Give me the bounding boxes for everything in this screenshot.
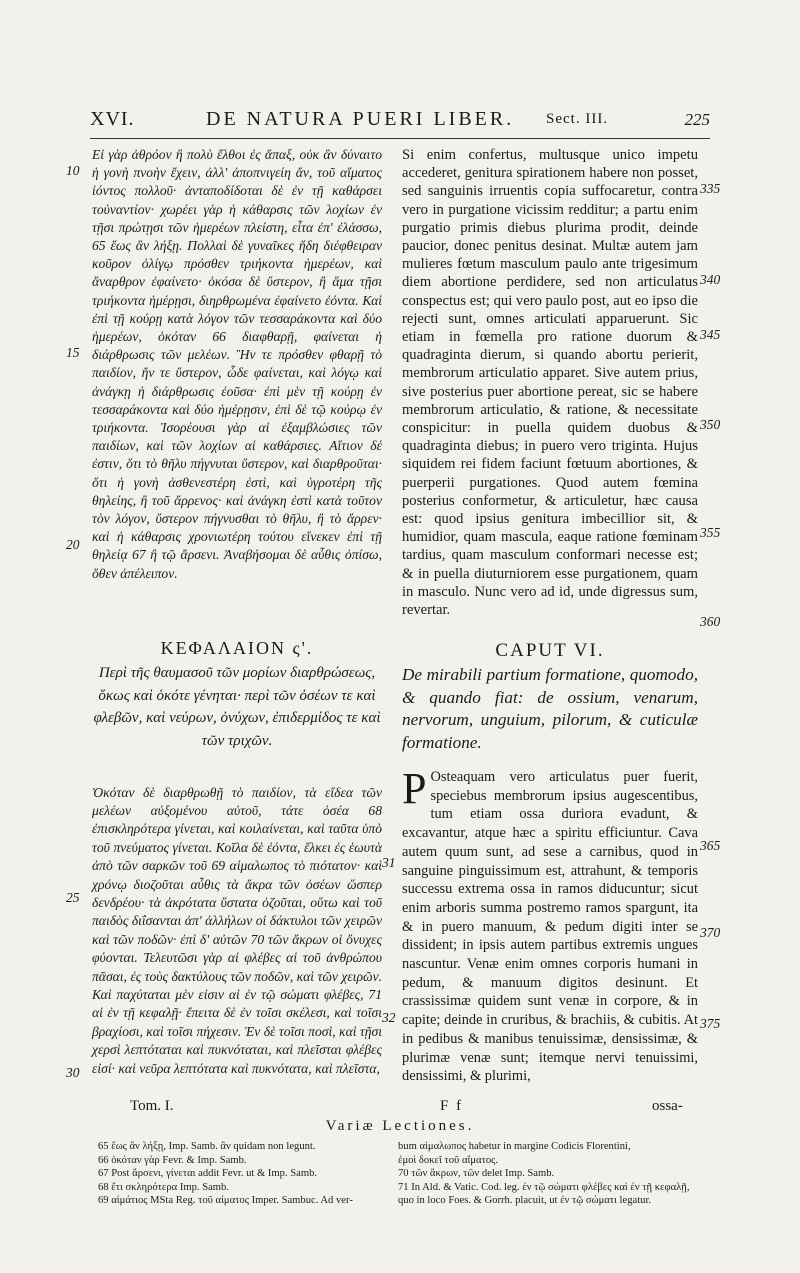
running-header <box>90 108 710 136</box>
header-rule <box>90 138 710 139</box>
latin-chapter-heading: CAPUT VI. <box>495 640 605 661</box>
variant-notes-right <box>398 1140 698 1208</box>
greek-margin-number: 31 <box>382 855 396 870</box>
latin-line-number: 335 <box>700 181 721 196</box>
greek-line-number: 30 <box>66 1065 80 1080</box>
greek-paragraph: Εἰ γὰρ ἀθρόον ἢ πολὺ ἔλθοι ἐς ἅπαξ, οὐκ ἂν δύναιτο ἡ γονὴ πνοὴν ἔχειν, ἀλλ' ἀποπνιγείη ἄν, τοῦ αἵματος ἰόντος πολλοῦ· ἀνταποδίδοται δὲ ἐν τῇ καθάρσει τοὐναντίον· χωρέει γὰρ ἡ κάθαρσις τῶν λοχίων ἐν τῇσι πρώτῃσι τῶν ἡμερέων πλείστη, εἶτα ἐπ' ἐλάσσω, 65 ἕως ἂν λήξῃ. Πολλαὶ δὲ γυναῖκες ἤδη διέφθειραν κοῦρον ὀλίγῳ πρόσθεν τριήκοντα ἡμερέων, καὶ ἄναρθρον ἐφαίνετο· ὁκόσα δὲ ὕστερον, ἢ ἅμα τῇσι τριήκοντα ἡμέρῃσι, διηρθρωμένα ἐφαίνετο ἐόντα. Καὶ ἐπὶ τῇ κούρῃ κατὰ λόγον τῶν τεσσαράκοντα καὶ δύο ἡμερέων, ὁκόταν 66 διαφθαρῇ, φαίνεται ἡ διάρθρωσις τῶν μελέων. Ἢν τε πρόσθεν φθαρῇ τὸ παιδίον, ἤν τε ὕστερον, ὧδε φαίνεται, καὶ λόγῳ καὶ ἀνάγκῃ ἡ διάρθρωσις ἐοῦσα· ἐπὶ μὲν τῇ κούρῃ ἐν τεσσαράκοντα καὶ δύο ἡμέρῃσιν, ἐπὶ δὲ τῷ κούρῳ ἐν τριήκοντα. Ἰσορέουσι γὰρ αἱ ἐξαμβλώσιες τῶν παιδίων, καὶ τῶν λοχίων αἱ καθάρσιες. Αἴτιον δέ ἐστιν, ὅτι τὸ θῆλυ πήγνυται ὕστερον, καὶ διαρθροῦται· ὅτι ἡ γονὴ ἀσθενεστέρη ἐστὶ, καὶ ὑγροτέρη τῆς θηλείης, ἢ τοῦ ἄρρενος· καὶ ἀνάγκη ἐστὶ κατὰ τοῦτον τὸν λόγον, ὕστερον πήγνυσθαι τὸ θῆλυ, ἢ τὸ ἄρρεν· καὶ ἡ κάθαρσις χρονιωτέρη τούτου εἵνεκεν ἐπὶ τῇ θηλείᾳ 67 ἢ τῷ ἄρσενι. Ἀναβήσομαι δὲ αὖθις ὀπίσω, ὅθεν ἀπέλειπον. <box>92 147 382 581</box>
latin-line-number: 365 <box>700 838 721 853</box>
greek-margin-number: 32 <box>382 1010 396 1025</box>
greek-line-number: 10 <box>66 163 80 178</box>
latin-paragraph: Si enim confertus, multusque unico impetu accederet, genitura spirationem habere non posset, sed sanguinis irruentis copia suffocaretur, contra vero in purgatione vicissim redditur; a partu enim purgatio primis diebus plurima prodit, deinde paucior, donec penitus desinat. Multæ autem jam mulieres fœtum masculum paulo ante trigesimum diem abortione perdidere, sed non articulatus conspectus est; qui vero paulo post, aut eo ipso die rejecti sunt, omnes articulati apparuerunt. Sic etiam in fœmella pro ratione duorum & quadraginta dierum, si quando abortu perierit, membrorum articulatio apparet. Sive autem prius, sive posterius puer abortione pereat, sic se habere membrorum articulatio, & ratione, & necessitate conspicitur: in puella quidem duobus & quadraginta diebus; in puero vero triginta. Hujus siquidem rei fidem faciunt fœtuum abortiones, & puerperii purgationes. Quod autem fœmina posterius conformetur, & articuletur, hæc causa est: quod ipsius genitura imbecillior sit, & humidior, quam mascula, eaque ratione fœminam tardius, quam masculum conformari necesse est; & in puella diuturniorem esse purgationem, quam in masculo. Nunc vero ad id, unde digressus sum, revertar. <box>402 147 698 619</box>
header-title: DE NATURA PUERI LIBER. <box>206 108 515 130</box>
variant-note: 67 Post ἄρσενι, γίνεται addit Fevr. ut & Imp. Samb. <box>98 1168 318 1180</box>
greek-line-number: 15 <box>66 345 80 360</box>
greek-line-number: 25 <box>66 890 80 905</box>
latin-paragraph-2: Osteaquam vero articulatus puer fuerit, speciebus membrorum ipsius augescentibus, tum etiam ossa duriora evadunt, & excavantur, atque hæc a spiritu efficiuntur. Cava autem quum sunt, ad sese a carnibus, quod in sanguine pinguissimum est, attrahunt, & temporis successu extrema ossa in ramos diducuntur; sicut enim arboris summa postremo ramos spargunt, ita & in puero manuum, & pedum digiti inter se dissident; in ipsis autem partibus extremis ungues nascuntur. Venæ enim omnes corporis humani in pedum, & manuum digitos desinunt. Et crassissimæ quidem sunt venæ in corpore, & in capite; deinde in cruribus, & brachiis, & cubitis. At in pedibus & manibus tenuissimæ, densissimæ, & plurimæ venæ sunt; itemque nervi tenuissimi, densissimi, & plurimi, <box>402 769 698 1085</box>
variant-note: bum αἱμαλωπος habetur in margine Codicis Florentini, <box>398 1141 631 1152</box>
drop-cap: P <box>402 764 427 813</box>
latin-line-number: 355 <box>700 525 721 540</box>
variant-note: quo in loco Foes. & Gorrh. placuit, ut ἐν τῷ σώματι legatur. <box>398 1195 652 1207</box>
latin-line-number: 350 <box>700 417 721 432</box>
greek-text-column-2 <box>92 770 382 1092</box>
greek-paragraph-2: Ὀκόταν δὲ διαρθρωθῇ τὸ παιδίον, τὰ εἴδεα τῶν μελέων αὐξομένου αὐτοῦ, τάτε ὀσέα 68 ἐπισκληρότερα γίνεται, καὶ κοιλαίνεται, καὶ ταῦτα ὑπὸ τοῦ πνεύματος γίνεται. Κοῖλα δὲ ἐόντα, ἕλκει ἐς ἑωυτὰ ἀπὸ τῶν σαρκῶν τοῦ 69 αἱμαλωπος τὸ πιότατον· καὶ χρόνῳ διοζοῦται αὖθις τὰ ἄκρα τῶν ὀσέων ὥσπερ δενδρέου· τὰ ἀκρότατα ὕστατα ὀζοῦται, οὕτω καὶ τοῦ παιδὸς διΐσανται ἀπ' ἀλλήλων οἱ δάκτυλοι τῶν χειρῶν καὶ τῶν ποδῶν· ἐπὶ δ' αὐτῶν 70 τῶν ἄκρων οἱ ὄνυχες φύονται. Τελευτῶσι γὰρ αἱ φλέβες αἱ τοῦ ἀνθρώπου πᾶσαι, ἐς τοὺς δακτύλους τῶν ποδῶν, καὶ τῶν χειρῶν. Καὶ παχύταται μὲν εἰσιν αἱ ἐν τῷ σώματι φλέβες, 71 αἱ ἐν τῇ κεφαλῇ· ἔπειτα δὲ ἐν τοῖσι σκέλεσι, καὶ τοῖσι βραχίοσι, καὶ τοῖσι πήχεσιν. Ἐν δὲ τοῖσι ποσὶ, καὶ τῇσι χερσὶ λεπτόταται καὶ πυκνόταται, καὶ πλεῖσται φλέβες εἰσί· καὶ νεῦρα λεπτότατα καὶ πυκνότατα, καὶ πλεῖστα, <box>92 784 383 1076</box>
latin-line-number: 360 <box>700 614 721 629</box>
latin-text-column-2 <box>402 764 698 1086</box>
signature-mark: F f <box>440 1098 464 1114</box>
latin-line-number: 340 <box>700 272 721 287</box>
header-section-number: XVI. <box>90 108 135 130</box>
variant-note: 69 αἱμάτιος MSta Reg. τοῦ αἱματος Imper. Sambuc. Ad ver- <box>98 1195 353 1207</box>
variant-note: ἐμοὶ δοκεῖ τοῦ αἵματος. <box>398 1154 498 1166</box>
variant-note: 68 ἔτι σκληρότερα Imp. Samb. <box>98 1181 229 1193</box>
latin-text-column <box>402 146 698 619</box>
header-section: Sect. III. <box>546 111 609 127</box>
latin-line-number: 375 <box>700 1016 721 1031</box>
latin-chapter-subtitle: De mirabili partium formatione, quomodo, & quando fiat: de ossium, venarum, nervorum, unguium, pilorum, & cuticulæ formatione. <box>402 665 698 752</box>
variae-lectiones-title: Variæ Lectiones. <box>325 1118 475 1134</box>
latin-line-number: 345 <box>700 327 721 342</box>
variant-note: 66 ὁκόταν γὰρ Fevr. & Imp. Samb. <box>98 1154 247 1166</box>
variant-note: 65 ἕως ἂν λήξῃ, Imp. Samb. ἂν quidam non legunt. <box>98 1141 316 1152</box>
variant-note: 70 τῶν ἄκρων, τῶν delet Imp. Samb. <box>398 1168 555 1180</box>
catchword: ossa- <box>652 1098 683 1114</box>
latin-line-number: 370 <box>700 925 721 940</box>
page-number: 225 <box>684 110 710 129</box>
greek-chapter-heading: ΚΕΦΑΛΑΙΟΝ ς'. <box>160 638 314 658</box>
greek-chapter-subtitle: Περὶ τῆς θαυμασοῦ τῶν μορίων διαρθρώσεως, ὅκως καὶ ὁκότε γένηται· περὶ τῶν ὀσέων τε καὶ φλεβῶν, καὶ νεύρων, ὀνύχων, ἐπιδερμίδος τε καὶ τῶν τριχῶν. <box>93 665 381 749</box>
variant-note: 71 In Ald. & Vatic. Cod. leg. ἐν τῷ σώματι φλέβες καὶ ἐν τῇ κεφαλῇ, <box>398 1181 690 1193</box>
variant-notes-left <box>98 1140 368 1208</box>
tome-label: Tom. I. <box>130 1098 174 1114</box>
greek-line-number: 20 <box>66 537 80 552</box>
greek-text-column <box>92 146 382 583</box>
